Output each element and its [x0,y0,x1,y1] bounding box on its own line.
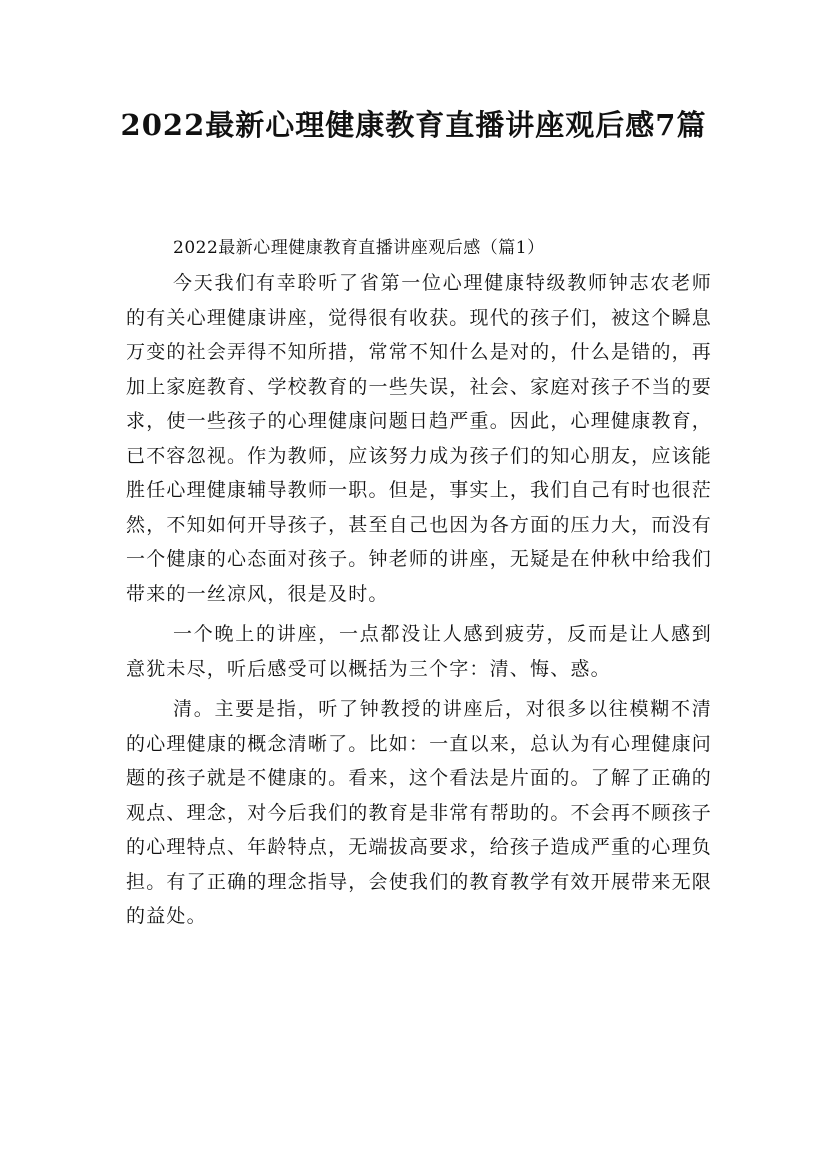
document-title: 2022最新心理健康教育直播讲座观后感7篇 [120,108,707,142]
paragraph-1: 今天我们有幸聆听了省第一位心理健康特级教师钟志农老师的有关心理健康讲座，觉得很有收获。现代的孩子们，被这个瞬息万变的社会弄得不知所措，常常不知什么是对的，什么是错的，再加上家庭教育、学校教育的一些失误，社会、家庭对孩子不当的要求，使一些孩子的心理健康问题日趋严重。因此，心理健康教育，已不容忽视。作为教师，应该努力成为孩子们的知心朋友，应该能胜任心理健康辅导教师一职。但是，事实上，我们自己有时也很茫然，不知如何开导孩子，甚至自己也因为各方面的压力大，而没有一个健康的心态面对孩子。钟老师的讲座，无疑是在仲秋中给我们带来的一丝凉风，很是及时。 [126,272,712,605]
paragraph-3: 清。主要是指，听了钟教授的讲座后，对很多以往模糊不清的心理健康的概念清晰了。比如：一直以来，总认为有心理健康问题的孩子就是不健康的。看来，这个看法是片面的。了解了正确的观点、理念，对今后我们的教育是非常有帮助的。不会再不顾孩子的心理特点、年龄特点，无端拔高要求，给孩子造成严重的心理负担。有了正确的理念指导，会使我们的教育教学有效开展带来无限的益处。 [126,698,712,927]
section-heading: 2022最新心理健康教育直播讲座观后感（篇1） [173,238,545,258]
paragraph-2: 一个晚上的讲座，一点都没让人感到疲劳，反而是让人感到意犹未尽，听后感受可以概括为三个字：清、悔、惑。 [126,623,712,680]
document-body [126,236,712,934]
